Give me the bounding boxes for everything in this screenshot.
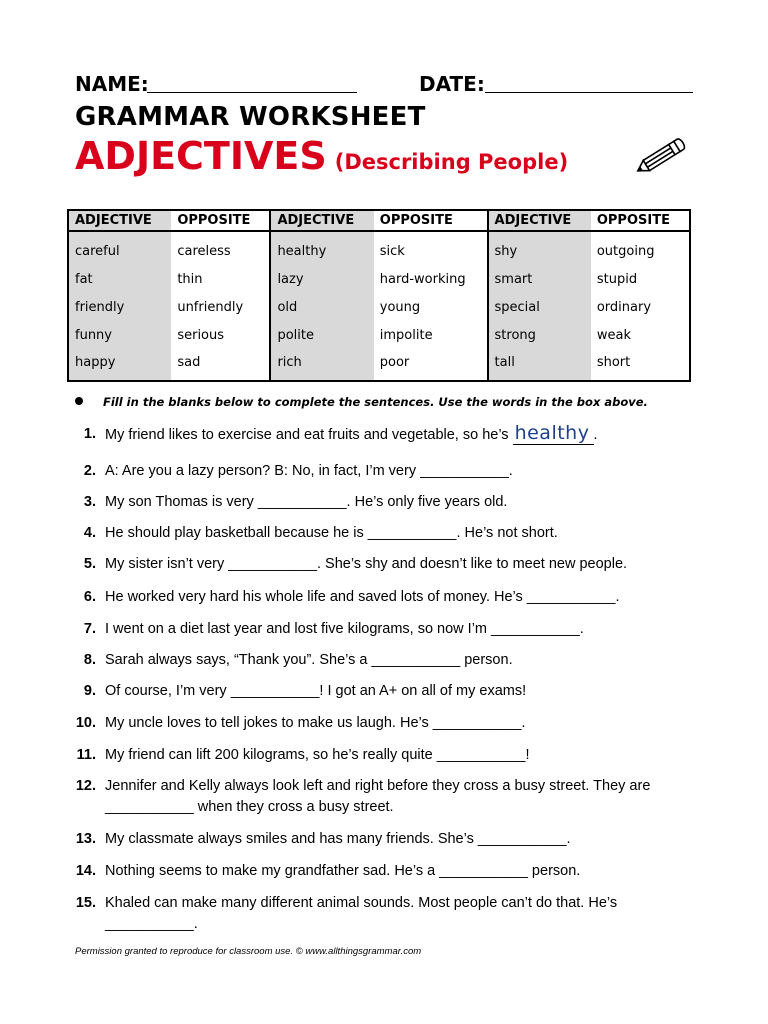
table-cell: tall	[488, 349, 591, 381]
table-cell: stupid	[596, 271, 638, 287]
answer-blank[interactable]	[513, 424, 594, 445]
question-number: 7.	[83, 621, 96, 637]
column-header: OPPOSITE	[171, 210, 270, 231]
question-number: 13.	[75, 831, 96, 847]
column-header: ADJECTIVE	[488, 210, 591, 231]
table-cell: fat	[68, 265, 171, 293]
table-header-row	[68, 210, 690, 231]
question-text	[105, 424, 695, 446]
table-cell: careless	[171, 231, 270, 265]
word-bank-table	[67, 209, 691, 382]
table-cell: unfriendly	[171, 293, 270, 321]
question-number: 15.	[75, 895, 96, 911]
footer-permission: Permission granted to reproduce for classroom use. © www.allthingsgrammar.com	[75, 946, 422, 957]
question-number: 12.	[75, 778, 96, 794]
handwritten-answer: healthy	[514, 422, 590, 444]
question-number: 11.	[76, 747, 96, 763]
question-text: My uncle loves to tell jokes to make us laugh. He’s ___________.	[105, 715, 526, 731]
question-number: 9.	[83, 683, 96, 699]
table-cell: impolite	[374, 321, 488, 349]
table-cell: shy	[488, 231, 591, 265]
table-row	[68, 293, 690, 321]
column-header: OPPOSITE	[591, 210, 690, 231]
column-header: ADJECTIVE	[68, 210, 171, 231]
date-field[interactable]	[485, 92, 693, 93]
pencil-icon	[630, 134, 690, 180]
question-text: A: Are you a lazy person? B: No, in fact, I’m very ___________.	[105, 463, 513, 479]
subtitle-main: ADJECTIVES	[75, 134, 327, 178]
question-number: 8.	[83, 652, 96, 668]
table-cell: hard-working	[374, 265, 488, 293]
table-row	[68, 265, 690, 293]
question-number: 6.	[83, 589, 96, 605]
table-cell: poor	[374, 349, 488, 381]
table-cell: special	[488, 293, 591, 321]
name-label: NAME:	[75, 72, 149, 96]
table-cell: sad	[171, 349, 270, 381]
bullet-icon	[75, 397, 83, 405]
question-text: Of course, I’m very ___________! I got an A+ on all of my exams!	[105, 683, 527, 699]
instructions	[75, 395, 695, 409]
table-cell: thin	[171, 265, 270, 293]
table-row	[68, 231, 690, 265]
table-cell: strong	[488, 321, 591, 349]
table-cell: ordinary	[596, 299, 652, 315]
question-number: 4.	[83, 525, 96, 541]
question-text: Jennifer and Kelly always look left and right before they cross a busy street. They are ___________ when they cross a busy street.	[105, 778, 651, 815]
name-date-row	[75, 72, 695, 98]
table-cell: polite	[270, 321, 373, 349]
table-cell: healthy	[270, 231, 373, 265]
question-number: 14.	[75, 863, 96, 879]
table-cell: lazy	[270, 265, 373, 293]
table-cell: happy	[68, 349, 171, 381]
question-text: My sister isn’t very ___________. She’s shy and doesn’t like to meet new people.	[105, 556, 628, 572]
question-text: He should play basketball because he is ___________. He’s not short.	[105, 525, 558, 541]
table-row	[68, 321, 690, 349]
table-cell: weak	[596, 327, 631, 343]
question-number: 1.	[83, 426, 96, 442]
table-cell: rich	[270, 349, 373, 381]
table-cell: young	[374, 293, 488, 321]
worksheet-title: GRAMMAR WORKSHEET	[75, 102, 426, 132]
question-text: Nothing seems to make my grandfather sad. He’s a ___________ person.	[105, 863, 581, 879]
table-cell: smart	[488, 265, 591, 293]
question-text-after: .	[593, 427, 598, 443]
column-header: OPPOSITE	[374, 210, 488, 231]
question-text: My son Thomas is very ___________. He’s only five years old.	[105, 494, 508, 510]
worksheet-subtitle	[75, 134, 568, 178]
table-cell: sick	[374, 231, 488, 265]
name-field[interactable]	[147, 92, 357, 93]
table-cell: funny	[68, 321, 171, 349]
question-number: 3.	[83, 494, 96, 510]
question-text: Sarah always says, “Thank you”. She’s a ___________ person.	[105, 652, 513, 668]
question-number: 5.	[83, 556, 96, 572]
question-text: He worked very hard his whole life and saved lots of money. He’s ___________.	[105, 589, 620, 605]
table-cell: outgoing	[596, 244, 655, 259]
question-text: Khaled can make many different animal sounds. Most people can’t do that. He’s ___________.	[105, 895, 618, 932]
question-number: 10.	[75, 715, 96, 731]
subtitle-sub: (Describing People)	[334, 150, 569, 174]
question-text: My friend can lift 200 kilograms, so he’s really quite ___________!	[105, 747, 530, 763]
table-row	[68, 349, 690, 381]
column-header: ADJECTIVE	[270, 210, 373, 231]
instruction-text: Fill in the blanks below to complete the sentences. Use the words in the box above.	[103, 395, 648, 409]
question-number: 2.	[83, 463, 96, 479]
question-text-before: My friend likes to exercise and eat fruits and vegetable, so he’s	[105, 427, 513, 443]
question-text: My classmate always smiles and has many friends. She’s ___________.	[105, 831, 571, 847]
table-cell: serious	[171, 321, 270, 349]
table-cell: short	[596, 355, 631, 370]
question-text: I went on a diet last year and lost five kilograms, so now I’m ___________.	[105, 621, 584, 637]
table-cell: old	[270, 293, 373, 321]
table-cell: careful	[68, 231, 171, 265]
table-cell: friendly	[68, 293, 171, 321]
date-label: DATE:	[419, 72, 485, 96]
